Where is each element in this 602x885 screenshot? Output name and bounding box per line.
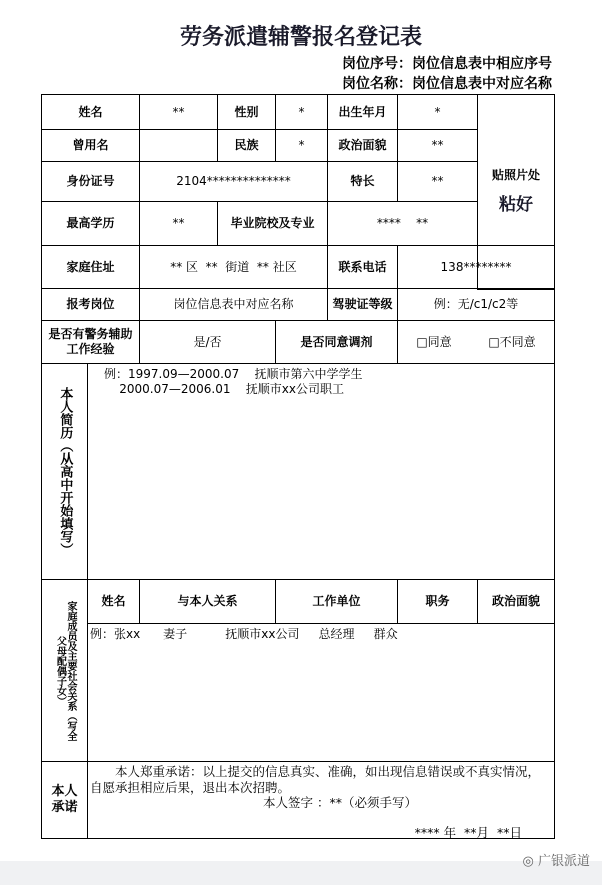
name-label: 姓名: [41, 94, 140, 130]
id-field[interactable]: 2104**************: [139, 161, 328, 202]
experience-field[interactable]: 是/否: [139, 320, 276, 364]
address-field[interactable]: ** 区 ** 街道 ** 社区: [139, 245, 328, 289]
family-header-employer: 工作单位: [275, 579, 398, 624]
pledge-cell: [87, 761, 555, 839]
position-name: 岗位名称：岗位信息表中对应名称: [342, 76, 552, 92]
former-name-field[interactable]: [139, 129, 218, 162]
phone-label: 联系电话: [327, 245, 398, 289]
school-label: 毕业院校及专业: [217, 201, 328, 246]
id-label: 身份证号: [41, 161, 140, 202]
ethnicity-label: 民族: [217, 129, 276, 162]
pledge-date[interactable]: **** 年 **月 **日: [414, 824, 522, 840]
photo-label: 贴照片处: [491, 167, 540, 182]
family-header-political: 政治面貌: [477, 579, 555, 624]
family-header-position: 职务: [397, 579, 478, 624]
birth-field[interactable]: *: [397, 94, 478, 130]
watermark-text: 广银派道: [537, 854, 590, 869]
family-field[interactable]: [87, 623, 555, 762]
photo-note: 粘好: [499, 194, 533, 215]
phone-field[interactable]: 138********: [397, 245, 555, 289]
education-field[interactable]: **: [139, 201, 218, 246]
address-label: 家庭住址: [41, 245, 140, 289]
family-header-relation: 与本人关系: [139, 579, 276, 624]
license-field[interactable]: 例：无/c1/c2等: [397, 288, 555, 321]
education-label: 最高学历: [41, 201, 140, 246]
footer-bar: [0, 861, 602, 885]
resume-field[interactable]: [87, 363, 555, 580]
political-field[interactable]: **: [397, 129, 478, 162]
birth-label: 出生年月: [327, 94, 398, 130]
school-field[interactable]: **** **: [327, 201, 478, 246]
gender-label: 性别: [217, 94, 276, 130]
gender-field[interactable]: *: [275, 94, 328, 130]
family-label-cell: [41, 579, 88, 762]
position-number: 岗位序号：岗位信息表中相应序号: [342, 56, 552, 72]
adjust-disagree-checkbox[interactable]: □不同意: [488, 334, 536, 349]
adjust-agree-checkbox[interactable]: □同意: [416, 334, 452, 349]
license-label: 驾驶证等级: [327, 288, 398, 321]
resume-line: 例：1997.09—2000.07 抚顺市第六中学学生: [104, 367, 363, 381]
resume-line: 2000.07—2006.01 抚顺市xx公司职工: [104, 382, 344, 396]
wechat-icon: ◎: [522, 854, 538, 869]
former-name-label: 曾用名: [41, 129, 140, 162]
family-label: 家庭成员及主要社会关系（写全父母配偶子女）: [54, 600, 76, 741]
pledge-text: 本人郑重承诺：以上提交的信息真实、准确，如出现信息错误或不真实情况，自愿承担相应后果，退出本次招聘。: [90, 764, 541, 795]
apply-field[interactable]: 岗位信息表中对应名称: [139, 288, 328, 321]
resume-label-cell: [41, 363, 88, 580]
adjust-label: 是否同意调剂: [275, 320, 398, 364]
political-label: 政治面貌: [327, 129, 398, 162]
specialty-field[interactable]: **: [397, 161, 478, 202]
apply-label: 报考岗位: [41, 288, 140, 321]
experience-label: 是否有警务辅助工作经验: [41, 320, 140, 364]
family-header-name: 姓名: [87, 579, 140, 624]
form-title: 劳务派遣辅警报名登记表: [179, 24, 422, 50]
pledge-label: 本人承诺: [41, 761, 88, 839]
family-example: 例：张xx 妻子 抚顺市xx公司 总经理 群众: [90, 627, 398, 641]
adjust-options: [397, 320, 555, 364]
signature[interactable]: 本人签字 ：**（必须手写）: [263, 795, 417, 811]
resume-label: 本人简历（从高中开始填写）: [57, 387, 73, 556]
ethnicity-field[interactable]: *: [275, 129, 328, 162]
watermark: [523, 850, 591, 869]
specialty-label: 特长: [327, 161, 398, 202]
name-field[interactable]: **: [139, 94, 218, 130]
